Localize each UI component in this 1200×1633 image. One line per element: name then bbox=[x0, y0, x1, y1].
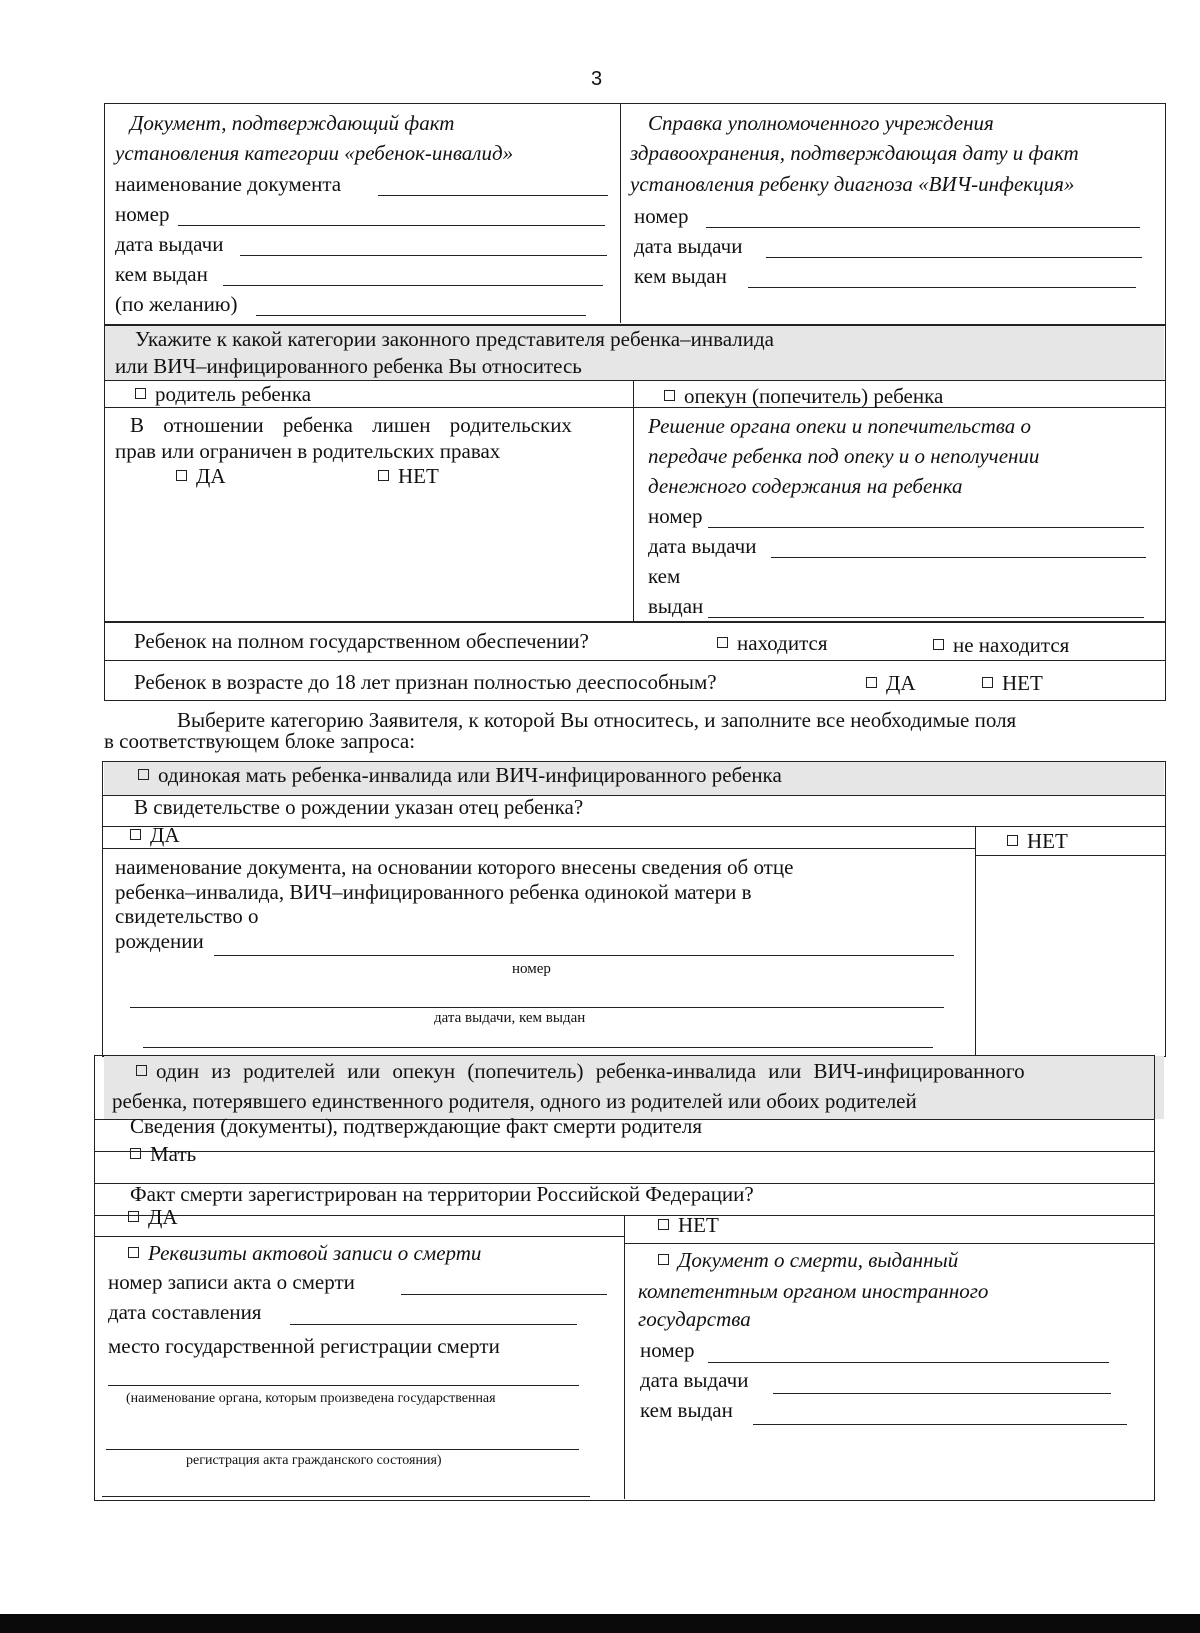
reg-place-field[interactable] bbox=[108, 1385, 579, 1386]
lost-parent-divider bbox=[624, 1215, 625, 1499]
father-no-option[interactable] bbox=[1007, 828, 1068, 854]
deprived-yes-label: ДА bbox=[196, 464, 226, 488]
decision-date-label: дата выдачи bbox=[648, 534, 757, 558]
representative-question-2: или ВИЧ–инфицированного ребенка Вы относитесь bbox=[115, 354, 582, 378]
mother-checkbox[interactable] bbox=[130, 1148, 141, 1159]
lost-parent-label-2: ребенка, потерявшего единственного родителя, одного из родителей или обоих родителей bbox=[112, 1089, 917, 1113]
act-number-field[interactable] bbox=[401, 1294, 607, 1295]
death-registered-question: Факт смерти зарегистрирован на территории Российской Федерации? bbox=[130, 1182, 754, 1206]
foreign-date-field[interactable] bbox=[773, 1393, 1111, 1394]
disabled-doc-optional-label: (по желанию) bbox=[115, 292, 238, 316]
single-mother-line-4 bbox=[975, 855, 1166, 856]
parent-checkbox[interactable] bbox=[135, 388, 146, 399]
foreign-doc-label-3: государства bbox=[638, 1307, 751, 1331]
representative-question: Укажите к какой категории законного представителя ребенка–инвалида bbox=[135, 327, 774, 351]
representative-divider bbox=[633, 380, 634, 621]
father-doc-label-3: свидетельство о bbox=[115, 904, 259, 928]
single-mother-label: одинокая мать ребенка-инвалида или ВИЧ-инфицированного ребенка bbox=[158, 763, 782, 787]
hiv-doc-heading-2: здравоохранения, подтверждающая дату и факт bbox=[630, 141, 1079, 165]
death-info-heading: Сведения (документы), подтверждающие факт смерти родителя bbox=[130, 1114, 703, 1138]
father-yes-checkbox[interactable] bbox=[130, 829, 141, 840]
registered-no-label: НЕТ bbox=[678, 1213, 719, 1237]
foreign-number-label: номер bbox=[640, 1338, 695, 1362]
father-number-caption: номер bbox=[512, 961, 551, 977]
decision-issuer-label-2: выдан bbox=[648, 594, 704, 618]
registered-yes-label: ДА bbox=[148, 1205, 178, 1229]
disabled-doc-heading: Документ, подтверждающий факт bbox=[130, 111, 455, 135]
registered-no-checkbox[interactable] bbox=[658, 1219, 669, 1230]
disabled-doc-date-field[interactable] bbox=[240, 255, 607, 256]
state-support-question: Ребенок на полном государственном обеспечении? bbox=[134, 629, 589, 653]
compile-date-label: дата составления bbox=[108, 1300, 262, 1324]
hiv-doc-heading: Справка уполномоченного учреждения bbox=[648, 111, 994, 135]
foreign-doc-label: Документ о смерти, выданный bbox=[678, 1248, 959, 1272]
decision-issuer-field[interactable] bbox=[708, 617, 1144, 618]
reg-organ-field[interactable] bbox=[106, 1449, 579, 1450]
father-date-caption: дата выдачи, кем выдан bbox=[434, 1010, 586, 1026]
instruction-text-2: в соответствующем блоке запроса: bbox=[104, 729, 416, 753]
foreign-doc-option[interactable] bbox=[658, 1247, 958, 1273]
deprived-question-2: прав или ограничен в родительских правах bbox=[115, 439, 501, 463]
state-support-is-option[interactable] bbox=[717, 630, 828, 656]
lost-parent-line-6 bbox=[624, 1243, 1155, 1244]
hiv-doc-date-field[interactable] bbox=[766, 257, 1142, 258]
reg-organ-caption-2: регистрация акта гражданского состояния) bbox=[186, 1453, 442, 1468]
foreign-issuer-label: кем выдан bbox=[640, 1398, 733, 1422]
representative-options-line bbox=[104, 407, 1166, 408]
disabled-doc-name-label: наименование документа bbox=[115, 172, 342, 196]
scan-edge-bar bbox=[0, 1614, 1200, 1633]
lost-parent-option[interactable] bbox=[136, 1058, 1025, 1084]
single-mother-checkbox[interactable] bbox=[138, 769, 149, 780]
lost-parent-line-2 bbox=[94, 1151, 1155, 1152]
guardian-label: опекун (попечитель) ребенка bbox=[684, 384, 944, 408]
lost-parent-line-5 bbox=[94, 1236, 624, 1237]
hiv-doc-issuer-field[interactable] bbox=[748, 287, 1136, 288]
deprived-no-label: НЕТ bbox=[398, 464, 439, 488]
capacity-no-option[interactable] bbox=[982, 670, 1043, 696]
decision-number-label: номер bbox=[648, 504, 703, 528]
guardianship-decision-heading-3: денежного содержания на ребенка bbox=[648, 474, 963, 498]
lost-parent-checkbox[interactable] bbox=[136, 1065, 147, 1076]
hiv-doc-date-label: дата выдачи bbox=[634, 234, 743, 258]
disabled-doc-name-field[interactable] bbox=[378, 195, 608, 196]
capacity-no-checkbox[interactable] bbox=[982, 677, 993, 688]
decision-date-field[interactable] bbox=[771, 557, 1146, 558]
lost-parent-label: один из родителей или опекун (попечитель) ребенка-инвалида или ВИЧ-инфицированного bbox=[156, 1059, 1025, 1083]
disabled-doc-issuer-field[interactable] bbox=[223, 285, 603, 286]
mother-option[interactable] bbox=[130, 1141, 196, 1167]
capacity-yes-label: ДА bbox=[886, 671, 916, 695]
father-yes-label: ДА bbox=[150, 823, 180, 847]
state-support-not-label: не находится bbox=[953, 633, 1070, 657]
capacity-question: Ребенок в возрасте до 18 лет признан полностью дееспособным? bbox=[134, 670, 717, 694]
father-no-checkbox[interactable] bbox=[1007, 835, 1018, 846]
disabled-doc-optional-field[interactable] bbox=[256, 315, 586, 316]
guardian-checkbox[interactable] bbox=[664, 390, 675, 401]
reg-organ-caption: (наименование органа, которым произведена государственная bbox=[126, 1391, 496, 1406]
capacity-yes-option[interactable] bbox=[866, 670, 916, 696]
reg-organ-field-2[interactable] bbox=[102, 1496, 590, 1497]
registered-yes-option[interactable] bbox=[128, 1204, 178, 1230]
decision-issuer-label: кем bbox=[648, 564, 681, 588]
support-divider-line bbox=[104, 660, 1166, 661]
page-number: 3 bbox=[591, 68, 603, 90]
registered-yes-checkbox[interactable] bbox=[128, 1211, 139, 1222]
documents-divider bbox=[620, 103, 621, 323]
father-doc-field[interactable] bbox=[214, 955, 954, 956]
hiv-doc-number-label: номер bbox=[634, 204, 689, 228]
father-doc-label-2: ребенка–инвалида, ВИЧ–инфицированного ребенка одинокой матери в bbox=[115, 880, 752, 904]
parent-label: родитель ребенка bbox=[155, 382, 312, 406]
parent-option[interactable] bbox=[135, 381, 311, 407]
disabled-doc-heading-2: установления категории «ребенок-инвалид» bbox=[115, 141, 514, 165]
father-yes-option[interactable] bbox=[130, 822, 180, 848]
reg-place-label: место государственной регистрации смерти bbox=[108, 1334, 500, 1358]
single-mother-option[interactable] bbox=[138, 762, 782, 788]
deprived-yes-option[interactable] bbox=[176, 463, 226, 489]
act-number-label: номер записи акта о смерти bbox=[108, 1270, 355, 1294]
state-support-is-checkbox[interactable] bbox=[717, 637, 728, 648]
father-no-label: НЕТ bbox=[1027, 829, 1068, 853]
deprived-yes-checkbox[interactable] bbox=[176, 470, 187, 481]
act-record-label: Реквизиты актовой записи о смерти bbox=[148, 1241, 482, 1265]
disabled-doc-number-field[interactable] bbox=[178, 225, 605, 226]
capacity-yes-checkbox[interactable] bbox=[866, 677, 877, 688]
single-mother-line-3 bbox=[102, 848, 976, 849]
father-doc-label: наименование документа, на основании которого внесены сведения об отце bbox=[115, 855, 794, 879]
act-record-option[interactable] bbox=[128, 1240, 481, 1266]
state-support-not-option[interactable] bbox=[933, 632, 1069, 658]
guardianship-decision-heading: Решение органа опеки и попечительства о bbox=[648, 414, 1032, 438]
disabled-doc-issuer-label: кем выдан bbox=[115, 262, 208, 286]
foreign-issuer-field[interactable] bbox=[753, 1424, 1127, 1425]
single-mother-divider bbox=[975, 826, 976, 1055]
registered-no-option[interactable] bbox=[658, 1212, 719, 1238]
father-doc-label-4: рождении bbox=[115, 929, 204, 953]
father-date-field[interactable] bbox=[143, 1047, 933, 1048]
disabled-doc-number-label: номер bbox=[115, 202, 170, 226]
foreign-doc-checkbox[interactable] bbox=[658, 1254, 669, 1265]
hiv-doc-issuer-label: кем выдан bbox=[634, 264, 727, 288]
state-support-not-checkbox[interactable] bbox=[933, 639, 944, 650]
father-question: В свидетельстве о рождении указан отец ребенка? bbox=[134, 795, 584, 819]
mother-label: Мать bbox=[150, 1142, 197, 1166]
father-number-field[interactable] bbox=[130, 1007, 944, 1008]
foreign-number-field[interactable] bbox=[708, 1362, 1109, 1363]
disabled-doc-date-label: дата выдачи bbox=[115, 232, 224, 256]
guardianship-decision-heading-2: передаче ребенка под опеку и о неполучении bbox=[648, 444, 1040, 468]
compile-date-field[interactable] bbox=[290, 1324, 577, 1325]
deprived-no-checkbox[interactable] bbox=[378, 470, 389, 481]
capacity-no-label: НЕТ bbox=[1002, 671, 1043, 695]
state-support-is-label: находится bbox=[737, 631, 828, 655]
single-mother-line-2 bbox=[102, 826, 1166, 827]
deprived-no-option[interactable] bbox=[378, 463, 439, 489]
hiv-doc-number-field[interactable] bbox=[706, 227, 1140, 228]
foreign-doc-label-2: компетентным органом иностранного bbox=[638, 1279, 989, 1303]
hiv-doc-heading-3: установления ребенку диагноза «ВИЧ-инфекция» bbox=[630, 172, 1075, 196]
decision-number-field[interactable] bbox=[708, 527, 1144, 528]
instruction-text: Выберите категорию Заявителя, к которой Вы относитесь, и заполните все необходимые поля bbox=[177, 708, 1017, 732]
act-record-checkbox[interactable] bbox=[128, 1247, 139, 1258]
guardian-option[interactable] bbox=[664, 383, 943, 409]
foreign-date-label: дата выдачи bbox=[640, 1368, 749, 1392]
deprived-question: В отношении ребенка лишен родительских bbox=[130, 413, 572, 437]
